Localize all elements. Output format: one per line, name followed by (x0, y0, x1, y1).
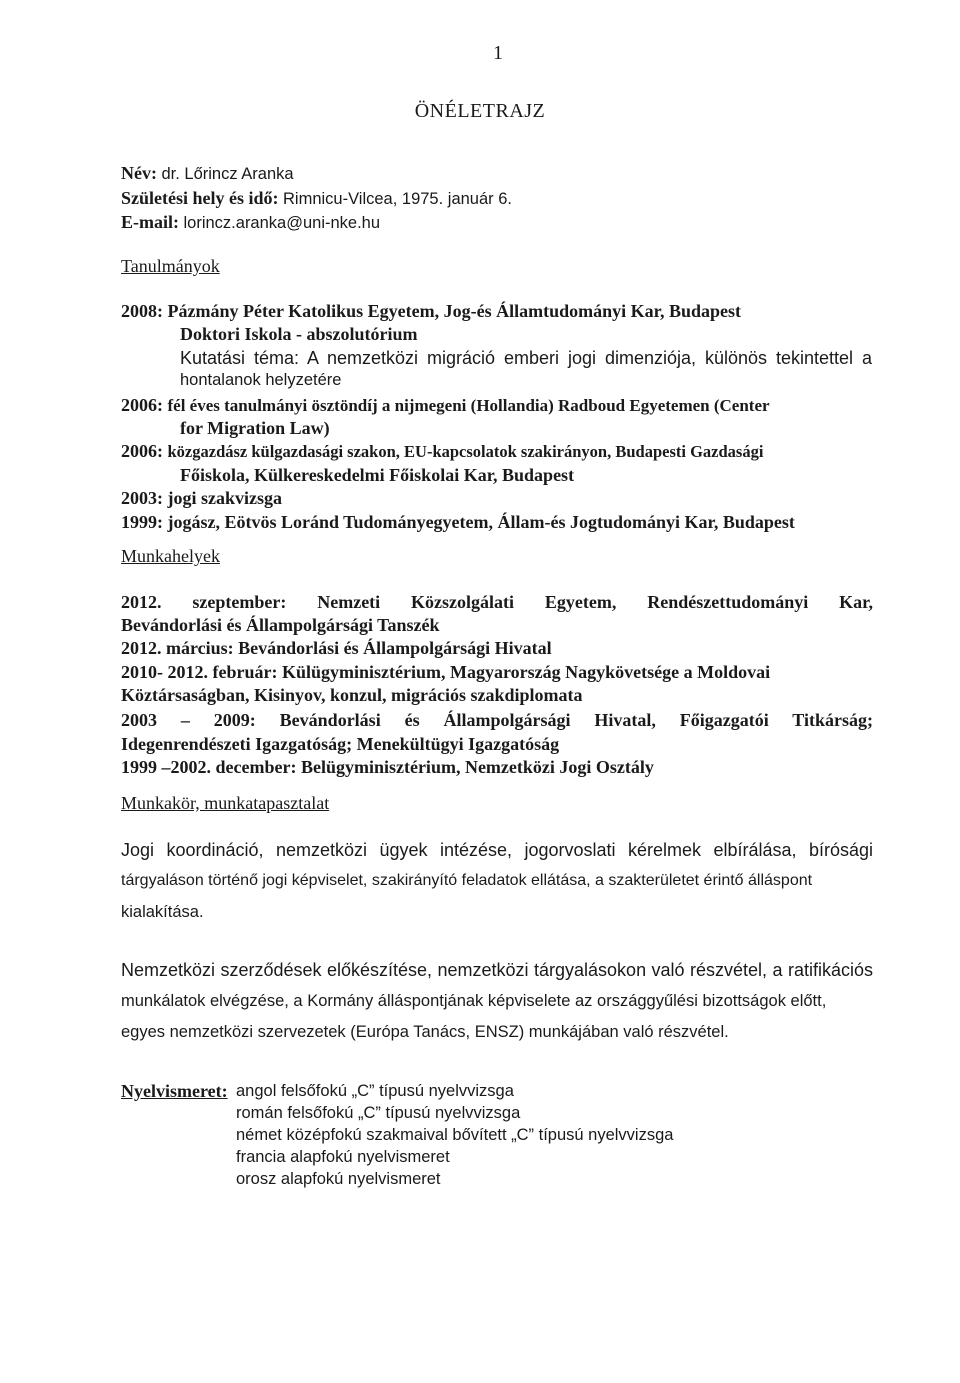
workplace-2010-line2: Köztársaságban, Kisinyov, konzul, migrációs szakdiplomata (121, 685, 583, 705)
study-year: 2006: (121, 395, 163, 415)
study-2008-line2: Doktori Iskola - abszolutórium (180, 324, 418, 344)
language-item: német középfokú szakmaival bővített „C” típusú nyelvvizsga (236, 1126, 674, 1144)
workplace-2012-sep: 2012. szeptember: Nemzeti Közszolgálati Egyetem, Rendészettudományi Kar, (121, 592, 873, 612)
page-number: 1 (493, 42, 503, 64)
email-value: lorincz.aranka@uni-nke.hu (183, 214, 381, 232)
workplace-2012-sep-line2: Bevándorlási és Állampolgársági Tanszék (121, 615, 440, 635)
study-year: 2008: (121, 301, 163, 321)
study-2006-line2b: Főiskola, Külkereskedelmi Főiskolai Kar, Budapest (180, 465, 575, 485)
name-row (121, 162, 294, 185)
document-title: ÖNÉLETRAJZ (414, 100, 546, 122)
study-1999 (121, 511, 795, 533)
birth-value: Rimnicu-Vilcea, 1975. január 6. (283, 190, 512, 208)
study-text: jogi szakvizsga (167, 488, 282, 508)
workplace-2003-line2: Idegenrendészeti Igazgatóság; Menekültügyi Igazgatóság (121, 734, 560, 754)
study-2006-line2: for Migration Law) (180, 418, 330, 438)
birth-row (121, 187, 512, 210)
language-item: orosz alapfokú nyelvismeret (236, 1170, 441, 1188)
study-2003 (121, 487, 282, 509)
study-year: 1999: (121, 512, 163, 532)
language-item: román felsőfokú „C” típusú nyelvvizsga (236, 1104, 521, 1122)
email-label: E-mail: (121, 212, 179, 232)
jobdesc-p1-line2: tárgyaláson történő jogi képviselet, szakirányító feladatok ellátása, a szakterületet érintő álláspont (121, 872, 813, 889)
jobdesc-p1-line3: kialakítása. (121, 903, 204, 921)
study-text: jogász, Eötvös Loránd Tudományegyetem, Állam-és Jogtudományi Kar, Budapest (167, 512, 795, 532)
study-text: fél éves tanulmányi ösztöndíj a nijmegeni (Hollandia) Radboud Egyetemen (Center (167, 396, 770, 415)
birth-label: Születési hely és idő: (121, 188, 279, 208)
languages-heading: Nyelvismeret: (121, 1081, 228, 1101)
study-2006-scholarship (121, 394, 770, 417)
workplaces-heading: Munkahelyek (121, 546, 220, 566)
email-row (121, 211, 380, 234)
study-year: 2006: (121, 441, 163, 461)
study-2008 (121, 300, 741, 322)
study-year: 2003: (121, 488, 163, 508)
jobdesc-p1-line1: Jogi koordináció, nemzetközi ügyek intézése, jogorvoslati kérelmek elbírálása, bírósági (121, 840, 873, 860)
studies-heading: Tanulmányok (121, 256, 220, 276)
jobdesc-p2-line1: Nemzetközi szerződések előkészítése, nemzetközi tárgyalásokon való részvétel, a ratifikációs (121, 960, 873, 980)
workplace-2010: 2010- 2012. február: Külügyminisztérium, Magyarország Nagykövetsége a Moldovai (121, 662, 771, 682)
jobdesc-heading: Munkakör, munkatapasztalat (121, 793, 330, 813)
jobdesc-p2-line2: munkálatok elvégzése, a Kormány álláspontjának képviselete az országgyűlési bizottságok előtt, (121, 992, 827, 1010)
workplace-2003: 2003 – 2009: Bevándorlási és Állampolgársági Hivatal, Főigazgatói Titkárság; (121, 710, 873, 730)
jobdesc-p2-line3: egyes nemzetközi szervezetek (Európa Tanács, ENSZ) munkájában való részvétel. (121, 1023, 729, 1041)
study-2008-line4: hontalanok helyzetére (180, 371, 342, 389)
name-label: Név: (121, 163, 157, 183)
study-2006-economist (121, 440, 763, 463)
workplace-1999: 1999 –2002. december: Belügyminisztérium, Nemzetközi Jogi Osztály (121, 757, 654, 777)
workplace-2012-mar: 2012. március: Bevándorlási és Állampolgársági Hivatal (121, 638, 552, 658)
language-item: francia alapfokú nyelvismeret (236, 1148, 450, 1166)
study-2008-research-topic: Kutatási téma: A nemzetközi migráció emberi jogi dimenziója, különös tekintettel a (180, 348, 872, 368)
name-value: dr. Lőrincz Aranka (161, 165, 294, 183)
study-text: közgazdász külgazdasági szakon, EU-kapcsolatok szakirányon, Budapesti Gazdasági (167, 442, 764, 461)
study-text: Pázmány Péter Katolikus Egyetem, Jog-és Államtudományi Kar, Budapest (167, 301, 741, 321)
language-item: angol felsőfokú „C” típusú nyelvvizsga (236, 1082, 514, 1100)
